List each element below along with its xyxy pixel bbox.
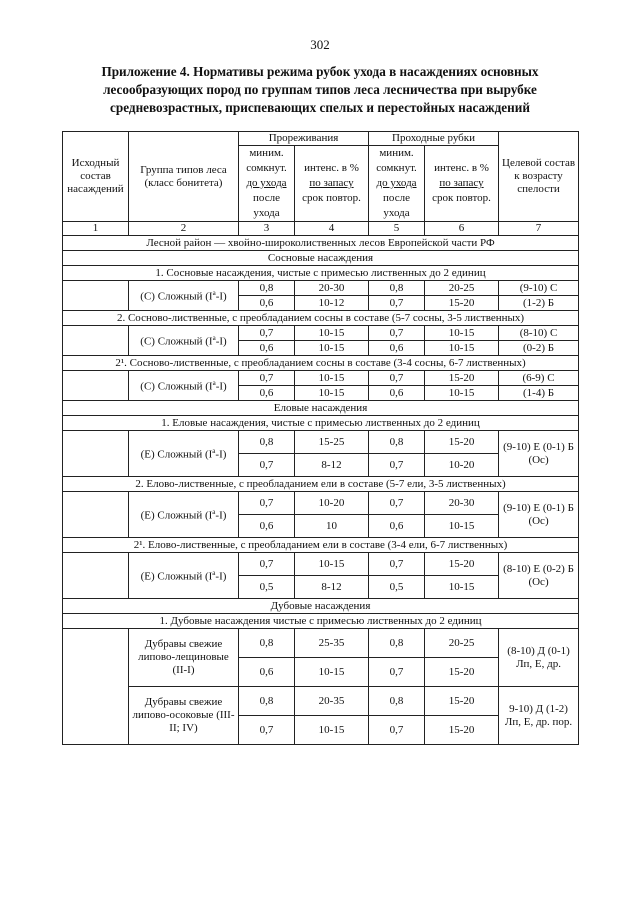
value-cell: 10-20	[295, 492, 369, 515]
value-cell: 0,8	[369, 629, 425, 658]
forest-region-row: Лесной район — хвойно-широколиственных лесов Европейской части РФ	[63, 236, 579, 251]
forest-type-cell: (С) Сложный $(I^а-I)$	[129, 281, 239, 311]
value-cell: 0,8	[369, 281, 425, 296]
header-intensity-2: интенс. в % по запасу срок повтор.	[425, 146, 499, 222]
section-title-oak: Дубовые насаждения	[63, 599, 579, 614]
forest-type-cell: (С) Сложный $(I^а-I)$	[129, 371, 239, 401]
section-title-pine: Сосновые насаждения	[63, 251, 579, 266]
table-row	[63, 281, 579, 296]
value-cell: 20-30	[425, 492, 499, 515]
header-target-composition: Целевой состав к возрасту спелости	[499, 132, 579, 222]
value-cell: 0,7	[369, 716, 425, 745]
subgroup-title: 2. Сосново-лиственные, с преобладанием сосны в составе (5-7 сосны, 3-5 лиственных)	[63, 311, 579, 326]
value-cell: 15-20	[425, 687, 499, 716]
header-intensity-1: интенс. в % по запасу срок повтор.	[295, 146, 369, 222]
value-cell: 15-20	[425, 431, 499, 454]
value-cell: 0,7	[369, 454, 425, 477]
target-composition-cell: (6-9) С	[499, 371, 579, 386]
forest-type-cell: (Е) Сложный $(I^а-I)$	[129, 492, 239, 538]
table-row	[63, 553, 579, 576]
value-cell: 0,8	[369, 687, 425, 716]
column-number: 1	[63, 222, 129, 236]
subgroup-title: 2. Елово-лиственные, с преобладанием ели в составе (5-7 ели, 3-5 лиственных)	[63, 477, 579, 492]
value-cell: 10-15	[425, 576, 499, 599]
value-cell: 10-15	[295, 386, 369, 401]
value-cell: 0,7	[239, 371, 295, 386]
value-cell: 10-15	[295, 658, 369, 687]
value-cell: 0,6	[369, 386, 425, 401]
forest-type-cell: Дубравы свежие липово-лещиновые (II-I)	[129, 629, 239, 687]
initial-composition-cell	[63, 553, 129, 599]
page-number: 302	[310, 37, 330, 52]
value-cell: 8-12	[295, 454, 369, 477]
norms-table	[62, 131, 579, 745]
initial-composition-cell	[63, 492, 129, 538]
value-cell: 8-12	[295, 576, 369, 599]
value-cell: 0,6	[369, 341, 425, 356]
value-cell: 15-25	[295, 431, 369, 454]
value-cell: 0,7	[369, 492, 425, 515]
forest-type-cell: (Е) Сложный $(I^а-I)$	[129, 431, 239, 477]
value-cell: 0,8	[239, 629, 295, 658]
value-cell: 20-30	[295, 281, 369, 296]
value-cell: 0,5	[239, 576, 295, 599]
header-initial-composition: Исходный состав насаждений	[63, 132, 129, 222]
value-cell: 0,7	[239, 492, 295, 515]
header-forest-type-group: Группа типов леса (класс бонитета)	[129, 132, 239, 222]
subgroup-title: 2¹. Елово-лиственные, с преобладанием ели в составе (3-4 ели, 6-7 лиственных)	[63, 538, 579, 553]
value-cell: 0,8	[369, 431, 425, 454]
document-title: Приложение 4. Нормативы режима рубок ухода в насаждениях основных лесообразующих пород по группам типов леса лесничества при вырубке средневозрастных, приспевающих спелых и перестойных насаждений	[101, 64, 539, 115]
subgroup-title: 2¹. Сосново-лиственные, с преобладанием сосны в составе (3-4 сосны, 6-7 лиственных)	[63, 356, 579, 371]
initial-composition-cell	[63, 371, 129, 401]
value-cell: 0,6	[239, 658, 295, 687]
table-row	[63, 326, 579, 341]
target-composition-cell: (8-10) С	[499, 326, 579, 341]
value-cell: 25-35	[295, 629, 369, 658]
value-cell: 0,7	[369, 658, 425, 687]
value-cell: 0,7	[369, 326, 425, 341]
value-cell: 0,7	[239, 553, 295, 576]
target-composition-cell: (1-2) Б	[499, 296, 579, 311]
column-number: 3	[239, 222, 295, 236]
header-passage-cuttings: Проходные рубки	[369, 132, 499, 146]
target-composition-cell: (9-10) Е (0-1) Б (Ос)	[499, 492, 579, 538]
initial-composition-cell	[63, 629, 129, 745]
value-cell: 15-20	[425, 716, 499, 745]
target-composition-cell: 9-10) Д (1-2) Лп, Е, др. пор.	[499, 687, 579, 745]
value-cell: 20-35	[295, 687, 369, 716]
value-cell: 0,6	[239, 386, 295, 401]
value-cell: 15-20	[425, 553, 499, 576]
value-cell: 15-20	[425, 658, 499, 687]
value-cell: 10-15	[295, 341, 369, 356]
value-cell: 0,7	[239, 454, 295, 477]
forest-type-cell: Дубравы свежие липово-осоковые (III-II; IV)	[129, 687, 239, 745]
value-cell: 0,6	[369, 515, 425, 538]
target-composition-cell: (9-10) С	[499, 281, 579, 296]
forest-type-cell: (Е) Сложный $(I^а-I)$	[129, 553, 239, 599]
section-title-spruce: Еловые насаждения	[63, 401, 579, 416]
value-cell: 10	[295, 515, 369, 538]
table-row	[63, 431, 579, 454]
value-cell: 0,8	[239, 687, 295, 716]
target-composition-cell: (1-4) Б	[499, 386, 579, 401]
header-min-density-2: миним. сомкнут. до ухода после ухода	[369, 146, 425, 222]
value-cell: 10-15	[425, 341, 499, 356]
subgroup-title: 1. Еловые насаждения, чистые с примесью лиственных до 2 единиц	[63, 416, 579, 431]
column-number: 4	[295, 222, 369, 236]
value-cell: 10-15	[295, 371, 369, 386]
value-cell: 0,6	[239, 296, 295, 311]
value-cell: 0,7	[369, 371, 425, 386]
value-cell: 0,7	[369, 296, 425, 311]
header-thinning: Прореживания	[239, 132, 369, 146]
column-number: 6	[425, 222, 499, 236]
value-cell: 20-25	[425, 629, 499, 658]
column-number: 2	[129, 222, 239, 236]
value-cell: 0,5	[369, 576, 425, 599]
column-number: 5	[369, 222, 425, 236]
table-row	[63, 371, 579, 386]
value-cell: 10-12	[295, 296, 369, 311]
value-cell: 0,7	[239, 716, 295, 745]
table-row	[63, 492, 579, 515]
value-cell: 0,6	[239, 515, 295, 538]
value-cell: 10-15	[295, 716, 369, 745]
value-cell: 10-15	[425, 326, 499, 341]
value-cell: 10-15	[295, 553, 369, 576]
column-number: 7	[499, 222, 579, 236]
value-cell: 0,7	[239, 326, 295, 341]
initial-composition-cell	[63, 326, 129, 356]
value-cell: 10-20	[425, 454, 499, 477]
subgroup-title: 1. Дубовые насаждения чистые с примесью лиственных до 2 единиц	[63, 614, 579, 629]
table-row	[63, 687, 579, 716]
initial-composition-cell	[63, 431, 129, 477]
target-composition-cell: (9-10) Е (0-1) Б (Ос)	[499, 431, 579, 477]
value-cell: 0,7	[369, 553, 425, 576]
forest-type-cell: (С) Сложный $(I^а-I)$	[129, 326, 239, 356]
value-cell: 0,6	[239, 341, 295, 356]
subgroup-title: 1. Сосновые насаждения, чистые с примесью лиственных до 2 единиц	[63, 266, 579, 281]
value-cell: 15-20	[425, 371, 499, 386]
header-min-density-1: миним. сомкнут. до ухода после ухода	[239, 146, 295, 222]
initial-composition-cell	[63, 281, 129, 311]
target-composition-cell: (8-10) Е (0-2) Б (Ос)	[499, 553, 579, 599]
value-cell: 10-15	[425, 386, 499, 401]
target-composition-cell: (0-2) Б	[499, 341, 579, 356]
value-cell: 15-20	[425, 296, 499, 311]
value-cell: 10-15	[425, 515, 499, 538]
value-cell: 0,8	[239, 431, 295, 454]
table-row	[63, 629, 579, 658]
target-composition-cell: (8-10) Д (0-1) Лп, Е, др.	[499, 629, 579, 687]
value-cell: 10-15	[295, 326, 369, 341]
value-cell: 0,8	[239, 281, 295, 296]
value-cell: 20-25	[425, 281, 499, 296]
